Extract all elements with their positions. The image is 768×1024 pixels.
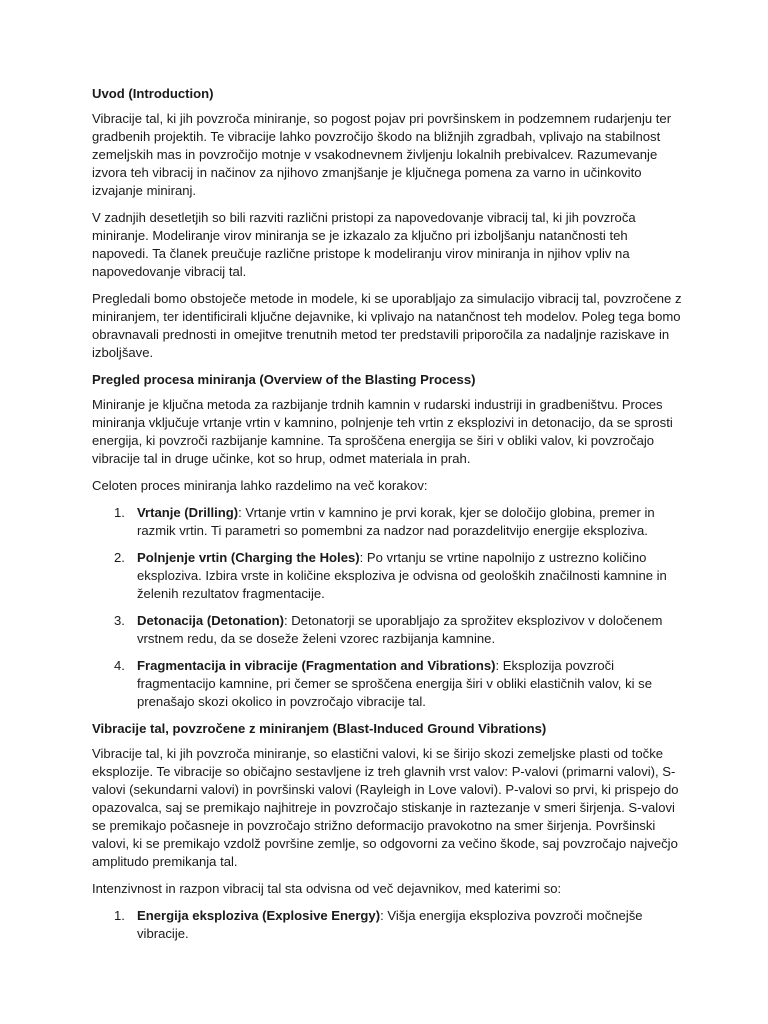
list-item (92, 657, 682, 711)
list-item (92, 549, 682, 603)
list-term: Polnjenje vrtin (Charging the Holes) (137, 550, 360, 565)
numbered-list-vibration-factors (92, 907, 682, 943)
paragraph: Celoten proces miniranja lahko razdelimo na več korakov: (92, 478, 428, 493)
list-item (92, 504, 682, 540)
paragraph: Vibracije tal, ki jih povzroča miniranje, so elastični valovi, ki se širijo skozi zemeljske plasti od točke eksplozije. Te vibracije so običajno sestavljene iz treh glavnih vrst valov: P-valovi (primarni valovi), S-valovi (sekundarni valovi) in površinski valovi (Rayleigh in Love valovi). P-valovi so prvi, ki prispejo do opazovalca, saj se premikajo najhitreje in povzročajo stiskanje in raztezanje v smeri širjenja. S-valovi se premikajo počasneje in povzročajo strižno deformacijo pravokotno na smer širjenja. Površinski valovi, ki se premikajo vzdolž površine zemlje, so odgovorni za večino škode, saj povzročajo največjo amplitudo premikanja tal. (92, 746, 679, 869)
paragraph: V zadnjih desetletjih so bili razviti različni pristopi za napovedovanje vibracij tal, ki jih povzroča miniranje. Modeliranje virov miniranja se je izkazalo za ključno pri izboljšanju natančnosti teh napovedi. Ta članek preučuje različne pristope k modeliranju virov miniranja in njihov vpliv na napovedovanje vibracij tal. (92, 210, 636, 279)
list-item (92, 907, 682, 943)
list-text: : Po vrtanju se vrtine napolnijo z ustrezno količino eksploziva. Izbira vrste in količine eksploziva je odvisna od geoloških značilnosti kamnine in želenih rezultatov fragmentacije. (137, 550, 667, 601)
section-heading-ground-vibrations: Vibracije tal, povzročene z miniranjem (Blast-Induced Ground Vibrations) (92, 721, 547, 736)
list-number: 2. (114, 550, 125, 565)
list-term: Vrtanje (Drilling) (137, 505, 239, 520)
section-heading-introduction: Uvod (Introduction) (92, 86, 214, 101)
paragraph: Pregledali bomo obstoječe metode in modele, ki se uporabljajo za simulacijo vibracij tal, povzročene z miniranjem, ter identificirali ključne dejavnike, ki vplivajo na natančnost teh modelov. Poleg tega bomo obravnavali prednosti in omejitve trenutnih metod ter predstavili priporočila za nadaljnje raziskave in izboljšave. (92, 291, 682, 360)
list-number: 3. (114, 613, 125, 628)
list-term: Fragmentacija in vibracije (Fragmentation and Vibrations) (137, 658, 496, 673)
paragraph: Vibracije tal, ki jih povzroča miniranje, so pogost pojav pri površinskem in podzemnem rudarjenju ter gradbenih projektih. Te vibracije lahko povzročijo škodo na bližnjih zgradbah, vplivajo na stabilnost zemeljskih mas in povzročijo motnje v vsakodnevnem življenju lokalnih prebivalcev. Razumevanje izvora teh vibracij in načinov za njihovo zmanjšanje je ključnega pomena za varno in učinkovito izvajanje miniranj. (92, 111, 672, 198)
list-number: 4. (114, 658, 125, 673)
list-number: 1. (114, 505, 125, 520)
section-heading-blasting-process: Pregled procesa miniranja (Overview of the Blasting Process) (92, 372, 476, 387)
document-page (92, 85, 682, 952)
list-text: : Vrtanje vrtin v kamnino je prvi korak, kjer se določijo globina, premer in razmik vrtin. Ti parametri so pomembni za nadzor nad porazdelitvijo energije eksploziva. (137, 505, 655, 538)
list-term: Energija eksploziva (Explosive Energy) (137, 908, 381, 923)
list-item (92, 612, 682, 648)
numbered-list-blasting-steps (92, 504, 682, 711)
list-number: 1. (114, 908, 125, 923)
list-text: : Eksplozija povzroči fragmentacijo kamnine, pri čemer se sproščena energija širi v obliki elastičnih valov, ki se prenašajo skozi okolico in povzročajo vibracije tal. (137, 658, 652, 709)
list-text: : Višja energija eksploziva povzroči močnejše vibracije. (137, 908, 643, 941)
paragraph: Miniranje je ključna metoda za razbijanje trdnih kamnin v rudarski industriji in gradbeništvu. Proces miniranja vključuje vrtanje vrtin v kamnino, polnjenje teh vrtin z eksplozivi in detonacijo, da se sprosti energija, ki povzroči razbijanje kamnine. Ta sproščena energija se širi v obliki valov, ki povzročajo vibracije tal in druge učinke, kot so hrup, odmet materiala in prah. (92, 397, 673, 466)
list-text: : Detonatorji se uporabljajo za sprožitev eksplozivov v določenem vrstnem redu, da se doseže želeni vzorec razbijanja kamnine. (137, 613, 663, 646)
paragraph: Intenzivnost in razpon vibracij tal sta odvisna od več dejavnikov, med katerimi so: (92, 881, 562, 896)
list-term: Detonacija (Detonation) (137, 613, 284, 628)
